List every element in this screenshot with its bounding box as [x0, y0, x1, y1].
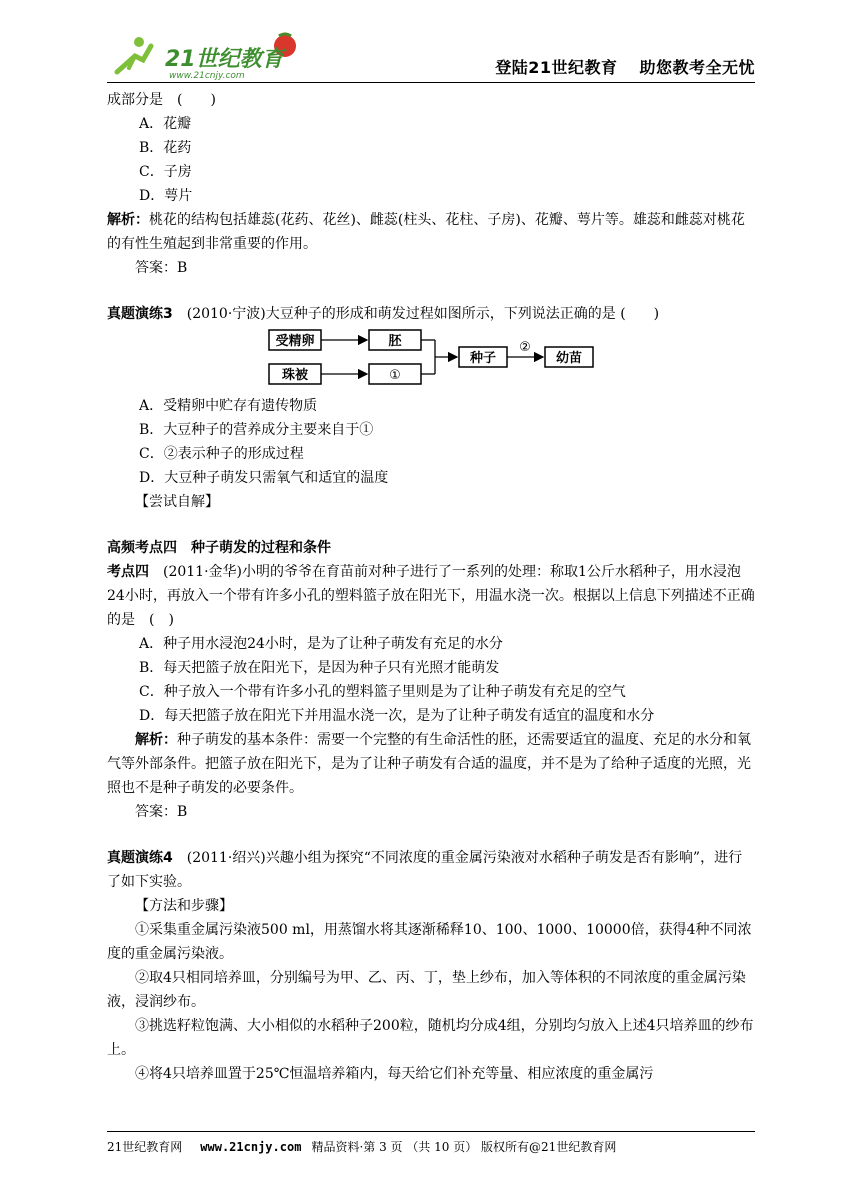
logo-url: www.21cnjy.com [169, 71, 245, 80]
kp4-analysis [107, 728, 755, 800]
q4-method-label: 【方法和步骤】 [135, 898, 233, 914]
seed-formation-diagram [107, 328, 755, 388]
prev-answer: 答案：B [135, 260, 188, 276]
section4-title: 高频考点四 种子萌发的过程和条件 [107, 540, 331, 556]
kp4-analysis-label: 解析： [135, 732, 177, 748]
footer-site: 21世纪教育网 [107, 1140, 183, 1154]
document-body [107, 88, 755, 1086]
q4-text: (2011·绍兴)兴趣小组为探究“不同浓度的重金属污染液对水稻种子萌发是否有影响”，进行了如下实验。 [107, 850, 743, 890]
prev-analysis-text: 桃花的结构包括雄蕊(花药、花丝)、雌蕊(柱头、花柱、子房)、花瓣、萼片等。雄蕊和雌蕊对桃花的有性生殖起到非常重要的作用。 [107, 212, 745, 252]
prev-option-d: D．萼片 [139, 188, 193, 204]
page-footer [107, 1131, 755, 1155]
q3-option-a: A．受精卵中贮存有遗传物质 [139, 398, 318, 414]
prev-option-a: A．花瓣 [139, 116, 192, 132]
prev-analysis [107, 208, 755, 256]
logo-text: 21世纪教育 [165, 47, 284, 72]
kp4-analysis-text: 种子萌发的基本条件：需要一个完整的有生命活性的胚，还需要适宜的温度、充足的水分和氧气等外部条件。把篮子放在阳光下，是为了让种子萌发有合适的温度，并不是为了给种子适度的光照，光照也不是种子萌发的必要条件。 [107, 732, 751, 796]
q4-step-1: ①采集重金属污染液500 ml，用蒸馏水将其逐渐稀释10、100、1000、10000倍，获得4种不同浓度的重金属污染液。 [107, 922, 752, 962]
kp4-option-d: D．每天把篮子放在阳光下并用温水浇一次，是为了让种子萌发有适宜的温度和水分 [139, 708, 655, 724]
kp4-option-b: B．每天把篮子放在阳光下，是因为种子只有光照才能萌发 [139, 660, 500, 676]
q3-label: 真题演练3 [107, 306, 173, 322]
slogan-right: 助您教考全无忧 [639, 58, 755, 77]
kp4-text: (2011·金华)小明的爷爷在育苗前对种子进行了一系列的处理：称取1公斤水稻种子，用水浸泡24小时，再放入一个带有许多小孔的塑料篮子放在阳光下，用温水浇一次。根据以上信息下列描述不正确的是 ( ) [107, 564, 755, 628]
kp4-stem [107, 560, 755, 632]
q4-step-2: ②取4只相同培养皿，分别编号为甲、乙、丙、丁，垫上纱布，加入等体积的不同浓度的重金属污染液，浸润纱布。 [107, 970, 746, 1010]
q3-text: (2010·宁波)大豆种子的形成和萌发过程如图所示，下列说法正确的是 ( ) [186, 306, 660, 322]
label-arrow-two: ② [519, 340, 531, 355]
q3-option-b: B．大豆种子的营养成分主要来自于① [139, 422, 374, 438]
page-header [107, 32, 755, 83]
header-slogan [495, 55, 755, 78]
prev-analysis-label: 解析： [107, 212, 149, 228]
logo-icon [107, 32, 307, 80]
prev-option-b: B．花药 [139, 140, 192, 156]
q3-stem [107, 302, 755, 326]
prev-option-c: C．子房 [139, 164, 192, 180]
q4-stem [107, 846, 755, 894]
kp4-option-c: C．种子放入一个带有许多小孔的塑料篮子里则是为了让种子萌发有充足的空气 [139, 684, 626, 700]
q3-try-label: 【尝试自解】 [135, 494, 219, 510]
kp4-answer: 答案：B [135, 804, 188, 820]
q4-step-4: ④将4只培养皿置于25℃恒温培养箱内，每天给它们补充等量、相应浓度的重金属污 [135, 1066, 654, 1082]
q3-option-c: C．②表示种子的形成过程 [139, 446, 304, 462]
label-seed: 种子 [469, 351, 497, 366]
footer-url[interactable]: www.21cnjy.com [200, 1140, 302, 1154]
footer-info: 精品资料·第 3 页 （共 10 页） 版权所有@21世纪教育网 [311, 1140, 617, 1154]
slogan-left: 登陆21世纪教育 [495, 58, 618, 77]
q4-label: 真题演练4 [107, 850, 173, 866]
label-one: ① [389, 368, 401, 383]
label-embryo: 胚 [388, 334, 402, 349]
label-integument: 珠被 [281, 368, 309, 383]
q4-step-3: ③挑选籽粒饱满、大小相似的水稻种子200粒，随机均分成4组，分别均匀放入上述4只培养皿的纱布上。 [107, 1018, 754, 1058]
q3-option-d: D．大豆种子萌发只需氧气和适宜的温度 [139, 470, 389, 486]
kp4-option-a: A．种子用水浸泡24小时，是为了让种子萌发有充足的水分 [139, 636, 503, 652]
label-fertilized-egg: 受精卵 [275, 334, 315, 349]
kp4-label: 考点四 [107, 564, 149, 580]
label-seedling: 幼苗 [555, 351, 583, 366]
prev-question-stem: 成部分是 ( ) [107, 92, 216, 108]
